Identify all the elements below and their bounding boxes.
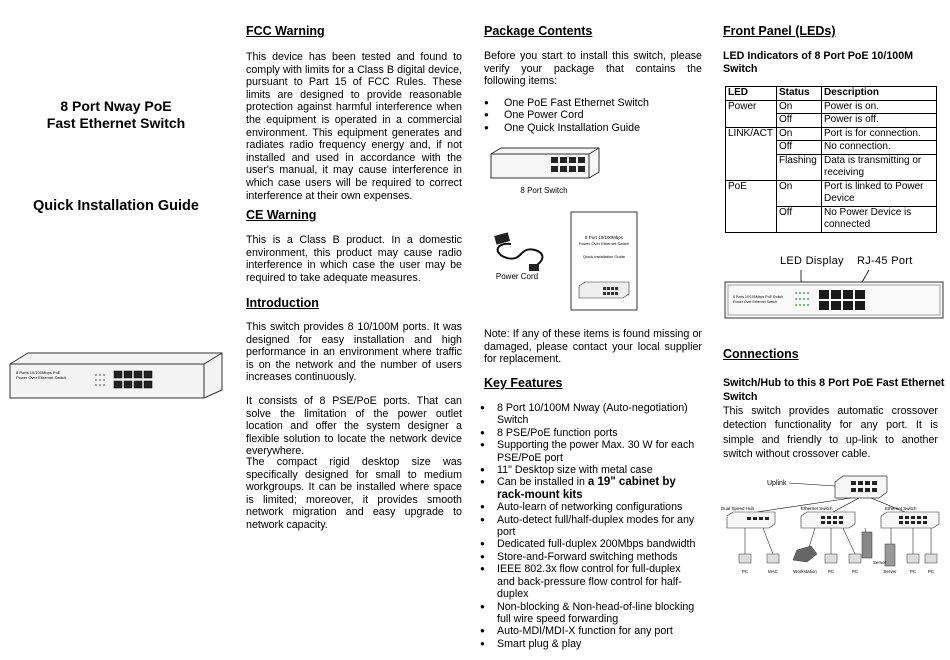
ce-body: This is a Class B product. In a domestic environment, this product may cause radio interference in which case the user may be required to take adequate measures. [246,234,462,284]
list-item: ● Auto-learn of networking configurations [480,501,700,513]
list-item: ● Auto-MDI/MDI-X function for any port [480,625,700,637]
list-item: ● One Power Cord [484,109,700,121]
connections-diagram [715,472,943,580]
switch-illustration-text1: 8 Ports 10/100Mbps PoE [16,370,61,375]
rack-bold: a 19" cabinet by rack-mount kits [497,476,676,501]
cell-status: Off [777,206,822,232]
diagram-pc-label: PC [927,569,935,574]
cell-status: Flashing [777,154,822,180]
cell-desc: Power is on. [822,100,937,114]
cell-desc: Port is linked to Power Device [822,180,937,206]
list-item-rack [480,476,700,501]
diagram-pc-label: PC [909,569,917,574]
diagram-eth-switch-2-label: Ethernet Switch [885,506,917,511]
front-panel-heading: Front Panel (LEDs) [723,24,836,38]
cell-led: Power [726,100,777,127]
led-table [725,86,937,233]
led-table-header [726,87,937,101]
cell-status: On [777,127,822,141]
intro-heading: Introduction [246,296,319,310]
cell-status: On [777,100,822,114]
diagram-eth-switch-1-label: Ethernet Switch [801,506,833,511]
fcc-body: This device has been tested and found to comply with limits for a Class B digital device, pursuant to Part 15 of FCC Rules. These limits are designed to provide reasonable protection against harmful interference when the equipment is operated in a commercial environment. This equipment generates and radiates radio frequency energy and, if not installed and used in accordance with the user's manual, it may cause interference in which case users will be required to correct interference at their own expenses. [246,51,462,202]
fig-guide-line1: 8 Port 10/100Mbps [584,235,624,240]
list-item: ● IEEE 802.3x flow control for full-duplex and back-pressure flow control for half-duplex [480,563,700,600]
product-title-line2: Fast Ethernet Switch [46,115,186,131]
diagram-uplink-label: Uplink [767,480,787,487]
connections-heading: Connections [723,347,799,361]
rack-prefix: Can be installed in [497,476,588,489]
fig-switch-label: 8 Port Switch [520,186,568,195]
table-row [726,180,937,206]
list-item: ● Supporting the power Max. 30 W for each PSE/PoE port [480,439,700,464]
product-title-line1: 8 Port Nway PoE [60,98,172,114]
cell-desc: Power is off. [822,114,937,128]
package-intro: Before you start to install this switch, please verify your package that contains the following items: [484,50,702,88]
package-list [484,97,700,134]
col-header: Status [777,87,822,101]
switch-illustration [8,350,224,400]
connections-body: This switch provides automatic crossover detection functionality for any port. It is simple and friendly to up-link to another switch without crossover cable. [723,405,938,460]
panel-text1: 8 Ports 10/100Mbps PoE Switch [733,295,784,299]
front-panel-figure [723,268,945,322]
diagram-pc-label: PC [741,569,749,574]
diagram-mac-label: MAC [768,569,778,574]
connections-subheading: Switch/Hub to this 8 Port PoE Fast Ethernet Switch [723,377,945,403]
list-item: ● Dedicated full-duplex 200Mbps bandwidth [480,538,700,550]
workstation-icon [793,546,817,562]
col-header: Description [822,87,937,101]
product-title [0,98,232,132]
cell-status: Off [777,141,822,155]
rj45-port-label: RJ-45 Port [857,255,913,267]
diagram-dual-hub-label: Dual Speed Hub [721,506,755,511]
package-note: Note: If any of these items is found missing or damaged, please contact your local supplier for replacement. [484,328,702,366]
diagram-pc-label: PC [851,569,859,574]
table-row [726,127,937,141]
cell-status: On [777,180,822,206]
guide-title: Quick Installation Guide [33,198,199,214]
fig-guide-line2: Power Over Ethernet Switch [578,241,630,246]
fcc-heading: FCC Warning [246,24,325,38]
features-list [480,402,700,650]
diagram-server-label-2: Server [883,569,897,574]
features-heading: Key Features [484,376,563,390]
intro-paragraph-2: It consists of 8 PSE/PoE ports. That can solve the limitation of the power outlet location and offer the system designer a flexible solution to locate the network device everywhere. [246,395,462,458]
list-item: ● Smart plug & play [480,638,700,650]
list-item: ● Non-blocking & Non-head-of-line blocking full wire speed forwarding [480,601,700,626]
fig-cord-label: Power Cord [495,272,539,281]
list-item: ● Store-and-Forward switching methods [480,551,700,563]
list-item: ● One Quick Installation Guide [484,122,700,134]
cell-desc: Port is for connection. [822,127,937,141]
diagram-pc-label: PC [827,569,835,574]
diagram-server-label-1: Server [873,560,887,565]
cell-led: LINK/ACT [726,127,777,180]
intro-paragraph-1: This switch provides 8 10/100M ports. It was designed for easy installation and high performance in an environment where traffic is on the network and the number of users increases continuously. [246,321,462,384]
cell-desc: No connection. [822,141,937,155]
list-item: ● One PoE Fast Ethernet Switch [484,97,700,109]
led-display-label: LED Display [780,255,844,267]
col-header: LED [726,87,777,101]
front-panel-subheading: LED Indicators of 8 Port PoE 10/100M Switch [723,50,914,75]
list-item: ● 11" Desktop size with metal case [480,464,700,476]
fig-guide-line3: Quick Installation Guide [582,254,626,259]
cell-status: Off [777,114,822,128]
intro-paragraph-3: The compact rigid desktop size was specifically designed for small to medium workgroups. It can be installed where space is limited; moreover, it provides smooth network migration and easy upgrade to network capacity. [246,456,462,531]
panel-text2: Power Over Ethernet Switch [733,300,777,304]
list-item: ● 8 PSE/PoE function ports [480,427,700,439]
cell-desc: No Power Device is connected [822,206,937,232]
list-item: ● Auto-detect full/half-duplex modes for any port [480,514,700,539]
list-item: ● 8 Port 10/100M Nway (Auto-negotiation) Switch [480,402,700,427]
package-heading: Package Contents [484,24,593,38]
switch-illustration-text2: Power Over Ethernet Switch [16,375,67,380]
cell-desc: Data is transmitting or receiving [822,154,937,180]
diagram-workstation-label: Workstation [793,569,817,574]
package-contents-figure [489,146,639,316]
cell-led: PoE [726,180,777,232]
ce-heading: CE Warning [246,208,317,222]
table-row [726,100,937,114]
